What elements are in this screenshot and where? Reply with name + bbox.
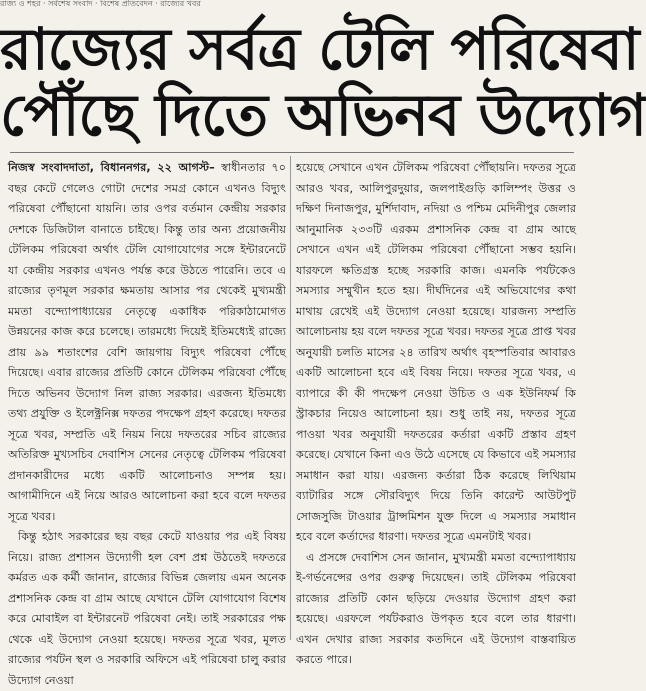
article-paragraph: [8, 527, 286, 691]
headline-line-2: পৌঁছে দিতে অভিনব উদ্যোগ: [0, 81, 646, 149]
headline-rule: [10, 152, 574, 153]
paragraph-text: স্বাধীনতার ৭০ বছর কেটে গেলেও গোটা দেশের সমগ্র কোনে এখনও বিদ্যুৎ পরিষেবা পৌঁছানো যায়নি। তার ওপর বর্তমান কেন্দ্রীয় সরকার দেশকে ডিজিটাল বানাতে চাইছে। কিন্তু তার অন্য প্রয়োজনীয় টেলিকম পরিষেবা অর্থাৎ টেলি যোগাযোগের সঙ্গে ইন্টারনেটে যা কেন্দ্রীয় সরকার এখনও পর্যন্ত করে উঠতে পারেনি। তবে এ রাজ্যের তৃণমূল সরকার ক্ষমতায় আসার পর থেকেই মুখ্যমন্ত্রী মমতা বন্দ্যোপাধ্যায়ের নেতৃত্বে একাধিক পরিকাঠামোগত উন্নয়নের কাজ করে চলেছে। তারমধ্যে দিয়েই ইতিমধ্যেই রাজ্যে প্রায় ৯৯ শতাংশের বেশি জায়গায় বিদ্যুৎ পরিষেবা পৌঁছে দিয়েছে। এবার রাজ্যের প্রতিটি কোনে টেলিকম পরিষেবা পৌঁছে দিতে অভিনব উদ্যোগ নিল রাজ্য সরকার। এরজন্য ইতিমধ্যে তথ্য প্রযুক্তি ও ইলেক্ট্রনিক্স দফতর পদক্ষেপ গ্রহণ করেছে। দফতর সূত্রে খবর, সম্প্রতি এই নিয়ম নিয়ে দফতরের সচিব রাজ্যের অতিরিক্ত মুখ্যসচিব দেবাশিস সেনের নেতৃত্বে টেলিকম পরিষেবা প্রদানকারীদের মধ্যে একটি আলোচনাও সম্পন্ন হয়। আগামীদিনে এই নিয়ে আরও আলোচনা করা হবে বলে দফতর সূত্রে খবর।: [8, 161, 286, 523]
paragraph-text: এ প্রসঙ্গে দেবাশিস সেন জানান, মুখ্যমন্ত্রী মমতা বন্দ্যোপাধ্যায় ই-গর্ভনেন্সের ওপর গুরুত্ব দিয়েছেন। তাই টেলিকম পরিষেবা রাজ্যের প্রতিটি কোন ছড়িয়ে দেওয়ার উদ্যোগ গ্রহণ করা হয়েছে। এরফলে পর্যটকরাও উপকৃত হবে বলে তার ধারণা। এখন দেখার রাজ্য সরকার কতদিনে এই উদ্যোগ বাস্তবায়িত করতে পারে।: [296, 550, 576, 666]
previous-article-strip: রাজ্য ও শহর · সর্বশেষ সংবাদ · বিশেষ প্রতিবেদন · রাজ্যের খবর: [0, 0, 201, 8]
paragraph-text: হয়েছে সেখানে এখন টেলিকম পরিষেবা পৌঁছায়নি। দফতর সূত্রে আরও খবর, আলিপুরদুয়ার, জলপাইগুড়ি কালিম্পং উত্তর ও দক্ষিণ দিনাজপুর, মুর্শিদাবাদ, নদিয়া ও পশ্চিম মেদিনীপুর জেলার আনুমানিক ২৩৩টি এরকম প্রশাসনিক কেন্দ্র বা গ্রাম আছে সেখানে এখন এই টেলিকম পরিষেবা পৌঁছানো সম্ভব হয়নি। যারফলে ক্ষতিগ্রস্ত হচ্ছে সরকারি কাজ। এমনকি পর্যটকেও সমস্যার সম্মুখীন হতে হয়। দীর্ঘদিনের এই অভিযোগের কথা মাথায় রেখেই এই উদ্যোগ নেওয়া হয়েছে। যারজন্য সম্প্রতি আলোচনায় হয় বলে দফতর সূত্রে খবর। দফতর সূত্রে প্রাপ্ত খবর অনুযায়ী চলতি মাসের ২৪ তারিখ অর্থাৎ বৃহস্পতিবার আবারও একটি আলোচনা হবে এই বিষয় নিয়ে। দফতর সূত্রে খবর, এ ব্যাপারে কী কী পদক্ষেপ নেওয়া উচিত ও এক ইউনিফর্ম কি স্ট্রাকচার নিয়েও আলোচনা হয়। শুধু তাই নয়, দফতর সূত্রে পাওয়া খবর অনুযায়ী দফতরের কর্তারা একটি প্রস্তাব গ্রহণ করেছে। যেখানে কিনা এও উঠে এসেছে যে কিভাবে এই সমস্যার সমাধান করা যায়। এরজন্য কর্তারা ঠিক করেছে লিথিয়াম ব্যাটারির সঙ্গে সৌরবিদ্যুৎ দিয়ে তিনি কারেন্ট আউটপুট সোজসুজি টাওয়ার ট্রান্সমিশন যুক্ত দিলে এ সমস্যার সমাধান হবে বলে কর্তাদের ধারণা। দফতর সূত্রে এমনটাই খবর।: [296, 161, 576, 543]
article-column-right: [296, 158, 576, 666]
column-divider: [290, 156, 291, 640]
byline: নিজস্ব সংবাদদাতা, বিধাননগর, ২২ আগস্ট–: [8, 161, 215, 174]
paragraph-text: কিন্তু হঠাৎ সরকারের ছয় বছর কেটে যাওয়ার পর এই বিষয় নিয়ে। রাজ্য প্রশাসন উদ্যোগী হল বেশ প্রশ্ন উঠতেই দফতরে কর্মরত এক কর্মী জানান, রাজ্যের বিভিন্ন জেলায় এমন অনেক প্রশাসনিক কেন্দ্র বা গ্রাম আছে যেখানে টেলি যোগাযোগ বিশেষ করে মোবাইল বা ইন্টারনেট পরিষেবা নেই। তাই সরকারের পক্ষ থেকে এই উদ্যোগ নেওয়া হয়েছে। দফতর সূত্রে খবর, মূলত রাজ্যের পর্যটন স্থল ও সরকারি অফিসে এই পরিষেবা চালু করার উদ্যোগ নেওয়া: [8, 530, 286, 687]
article-paragraph: [296, 158, 576, 548]
article-paragraph: [8, 158, 286, 527]
article-paragraph: [296, 548, 576, 671]
article-column-left: [8, 158, 286, 687]
headline-line-1: রাজ্যের সর্বত্র টেলি পরিষেবা: [0, 15, 639, 83]
